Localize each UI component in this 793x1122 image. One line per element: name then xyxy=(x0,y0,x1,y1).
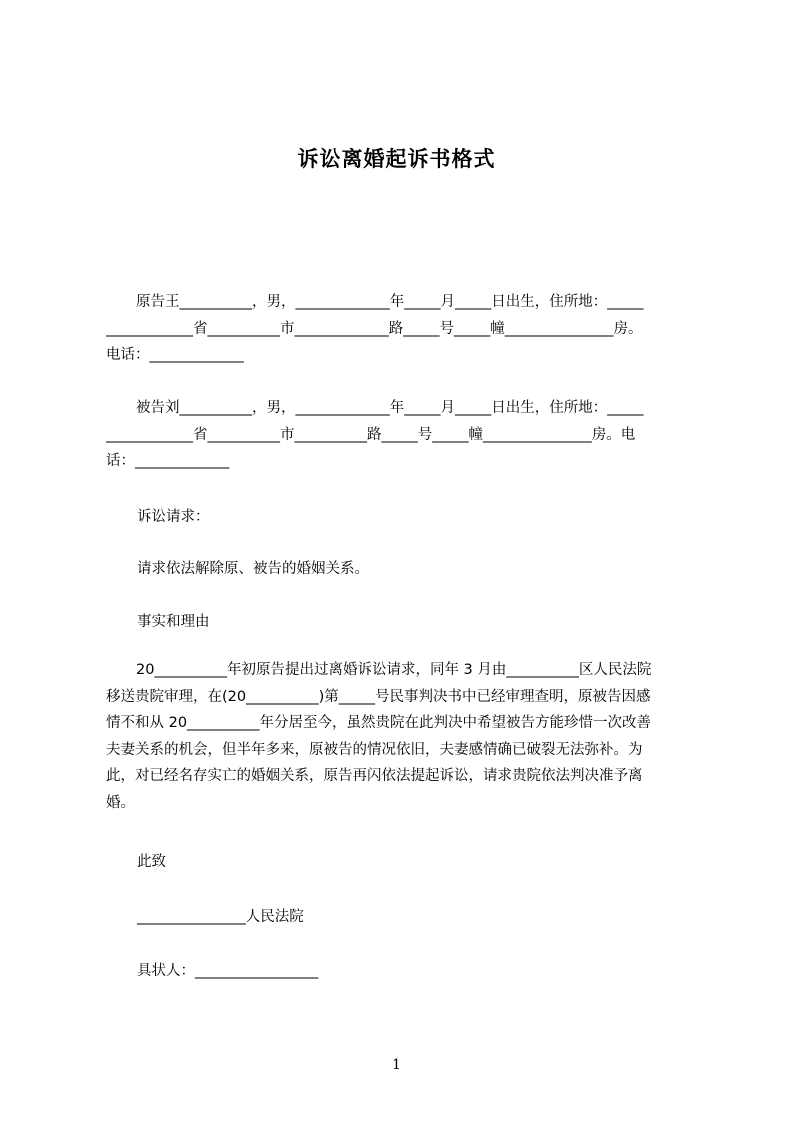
facts-line: 婚。 xyxy=(106,794,135,811)
facts-heading: 事实和理由 xyxy=(137,614,210,630)
signer-line: 具状人：_________________ xyxy=(137,963,319,979)
closing-salutation: 此致 xyxy=(137,854,166,870)
page-number: 1 xyxy=(392,1057,401,1073)
court-name: _______________人民法院 xyxy=(137,909,304,925)
plaintiff-line: 原告王__________，男，_____________年_____月_____日出生，住所地：_____ xyxy=(136,294,644,310)
plaintiff-paragraph xyxy=(106,289,701,369)
plaintiff-line: 电话：_____________ xyxy=(106,347,244,363)
defendant-paragraph xyxy=(106,395,701,475)
defendant-line: ____________省__________市__________路_____号_____幢_______________房。电 xyxy=(106,426,636,443)
facts-line: 情不和从 20__________年分居至今，虽然贵院在此判决中希望被告方能珍惜一次改善 xyxy=(106,715,652,731)
facts-line: 移送贵院审理，在(20__________)第_____号民事判决书中已经审理查明，原被告因感 xyxy=(106,688,651,705)
document-title: 诉讼离婚起诉书格式 xyxy=(297,147,496,171)
plaintiff-line: ____________省__________市_____________路_____号_____幢_______________房。 xyxy=(106,320,643,337)
facts-line: 20__________年初原告提出过离婚诉讼请求，同年 3 月由__________区人民法院 xyxy=(136,662,652,678)
facts-line: 此，对已经名存实亡的婚姻关系，原告再闪依法提起诉讼，请求贵院依法判决准予离 xyxy=(106,768,643,784)
claims-heading: 诉讼请求： xyxy=(137,509,210,525)
facts-paragraph xyxy=(106,657,701,816)
defendant-line: 话：_____________ xyxy=(106,453,230,469)
claim-text: 请求依法解除原、被告的婚姻关系。 xyxy=(137,561,369,577)
facts-line: 夫妻关系的机会，但半年多来，原被告的情况依旧，夫妻感情确已破裂无法弥补。为 xyxy=(106,741,643,758)
defendant-line: 被告刘__________，男，_____________年_____月_____日出生，住所地：_____ xyxy=(136,400,644,416)
